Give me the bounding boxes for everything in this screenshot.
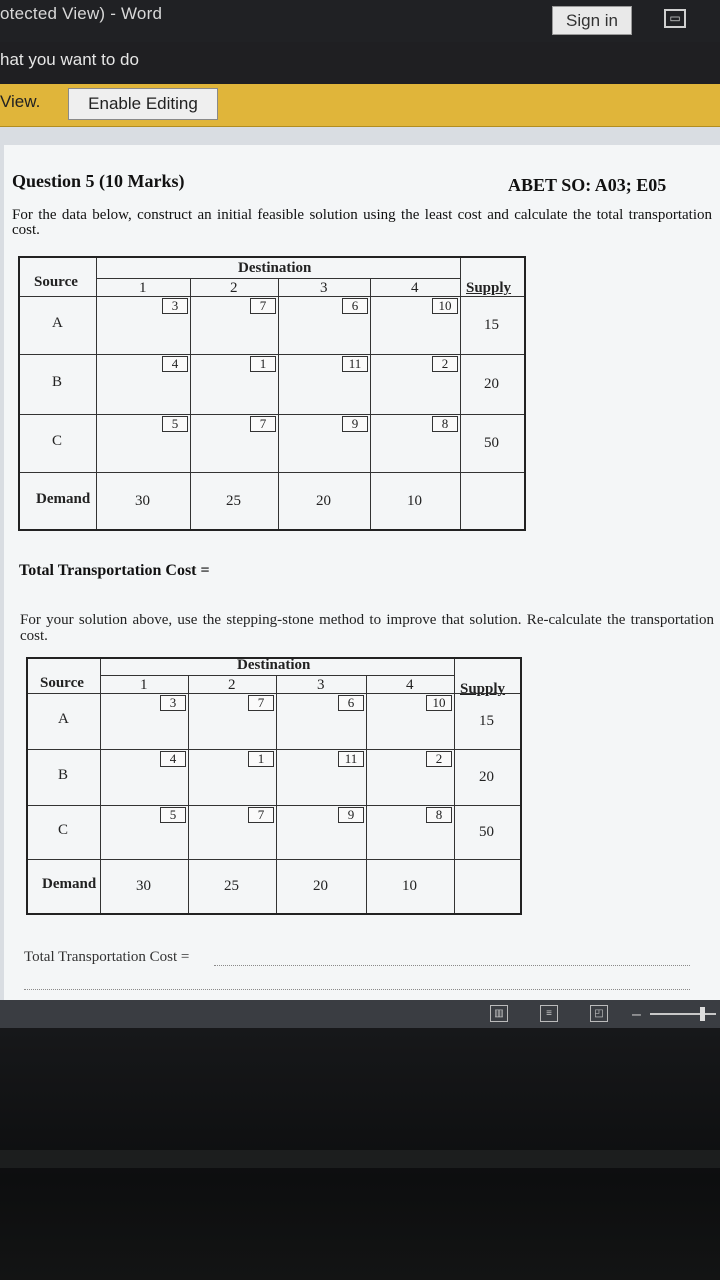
enable-editing-button[interactable]: Enable Editing	[68, 88, 218, 120]
supply-value: 15	[479, 713, 494, 729]
grid-line	[190, 278, 191, 529]
unit-cost-box: 7	[248, 807, 274, 823]
demand-value: 20	[313, 878, 328, 894]
grid-line	[366, 675, 367, 913]
abet-label: ABET SO: A03; E05	[508, 175, 667, 195]
destination-header: Destination	[238, 260, 312, 276]
print-layout-icon[interactable]: ≡	[540, 1005, 558, 1022]
demand-value: 30	[135, 492, 150, 509]
total-cost-label-1: Total Transportation Cost =	[19, 562, 210, 579]
grid-line	[454, 659, 455, 913]
ribbon-display-icon[interactable]: ▭	[664, 9, 686, 28]
unit-cost-box: 11	[342, 356, 368, 372]
destination-number: 3	[317, 677, 325, 693]
unit-cost-box: 3	[162, 298, 188, 314]
unit-cost-box: 8	[426, 807, 452, 823]
unit-cost-box: 5	[162, 416, 188, 432]
unit-cost-box: 10	[432, 298, 458, 314]
read-mode-icon[interactable]: ▥	[490, 1005, 508, 1022]
grid-line	[28, 693, 520, 694]
unit-cost-box: 2	[426, 751, 452, 767]
destination-header: Destination	[237, 657, 311, 673]
unit-cost-box: 7	[248, 695, 274, 711]
supply-value: 20	[484, 376, 499, 392]
total-cost-label-2: Total Transportation Cost =	[24, 949, 190, 965]
source-label: B	[52, 374, 63, 390]
zoom-slider-handle[interactable]	[700, 1007, 705, 1021]
answer-line-2	[24, 989, 690, 990]
unit-cost-box: 2	[432, 356, 458, 372]
transportation-table-2	[26, 657, 522, 915]
source-label: A	[52, 315, 63, 331]
grid-line	[370, 278, 371, 529]
question-title: Question 5 (10 Marks)	[12, 171, 185, 191]
grid-line	[96, 258, 97, 529]
web-layout-icon[interactable]: ◰	[590, 1005, 608, 1022]
destination-number: 4	[411, 280, 419, 296]
sign-in-button[interactable]: Sign in	[552, 6, 632, 35]
source-header: Source	[40, 675, 84, 691]
answer-line-1	[214, 965, 690, 966]
source-label: C	[52, 433, 63, 449]
destination-number: 1	[139, 280, 147, 296]
protected-view-bar	[0, 84, 720, 127]
zoom-out-button[interactable]: –	[632, 1006, 641, 1023]
supply-header: Supply	[460, 681, 506, 697]
unit-cost-box: 5	[160, 807, 186, 823]
grid-line	[20, 296, 524, 297]
demand-value: 20	[316, 492, 331, 509]
source-label: C	[58, 822, 69, 838]
grid-line	[100, 675, 454, 676]
demand-value: 10	[402, 878, 417, 894]
grid-line	[96, 278, 460, 279]
demand-value: 30	[136, 878, 151, 894]
destination-number: 2	[228, 677, 236, 693]
unit-cost-box: 7	[250, 298, 276, 314]
tell-me-bar	[0, 42, 720, 84]
grid-line	[28, 749, 520, 750]
grid-line	[20, 414, 524, 415]
transportation-table-1	[18, 256, 526, 531]
grid-line	[20, 354, 524, 355]
destination-number: 2	[230, 280, 238, 296]
tell-me-input[interactable]: hat you want to do	[0, 50, 139, 69]
supply-value: 20	[479, 769, 494, 785]
document-area	[0, 127, 720, 1000]
status-bar	[0, 1000, 720, 1028]
protected-view-message: View.	[0, 92, 41, 111]
destination-number: 3	[320, 280, 328, 296]
destination-number: 4	[406, 677, 414, 693]
demand-value: 25	[226, 492, 241, 509]
supply-header: Supply	[466, 280, 512, 296]
unit-cost-box: 1	[250, 356, 276, 372]
window-title: otected View) - Word	[0, 4, 163, 23]
demand-label: Demand	[36, 490, 91, 507]
demand-value: 10	[407, 492, 422, 509]
supply-value: 50	[479, 824, 494, 840]
zoom-slider[interactable]	[650, 1013, 716, 1015]
title-bar	[0, 0, 720, 42]
unit-cost-box: 10	[426, 695, 452, 711]
grid-line	[188, 675, 189, 913]
unit-cost-box: 1	[248, 751, 274, 767]
instruction-text-2: For your solution above, use the stepping-stone method to improve that solution. Re-calculate the transportation cost.	[20, 612, 714, 644]
grid-line	[276, 675, 277, 913]
destination-number: 1	[140, 677, 148, 693]
source-label: B	[58, 767, 69, 783]
supply-value: 15	[484, 317, 499, 333]
grid-line	[460, 258, 461, 529]
unit-cost-box: 4	[160, 751, 186, 767]
unit-cost-box: 9	[342, 416, 368, 432]
unit-cost-box: 6	[338, 695, 364, 711]
supply-value: 50	[484, 435, 499, 451]
unit-cost-box: 8	[432, 416, 458, 432]
monitor-bezel	[0, 1150, 720, 1168]
grid-line	[20, 472, 524, 473]
source-label: A	[58, 711, 69, 727]
source-header: Source	[34, 274, 78, 290]
unit-cost-box: 3	[160, 695, 186, 711]
grid-line	[28, 805, 520, 806]
grid-line	[100, 659, 101, 913]
demand-label: Demand	[42, 876, 97, 892]
unit-cost-box: 6	[342, 298, 368, 314]
unit-cost-box: 4	[162, 356, 188, 372]
demand-value: 25	[224, 878, 239, 894]
unit-cost-box: 11	[338, 751, 364, 767]
unit-cost-box: 9	[338, 807, 364, 823]
unit-cost-box: 7	[250, 416, 276, 432]
grid-line	[278, 278, 279, 529]
grid-line	[28, 859, 520, 860]
document-page[interactable]	[4, 145, 720, 1000]
instruction-text-1: For the data below, construct an initial feasible solution using the least cost and calculate the total transportation cost.	[12, 207, 712, 238]
